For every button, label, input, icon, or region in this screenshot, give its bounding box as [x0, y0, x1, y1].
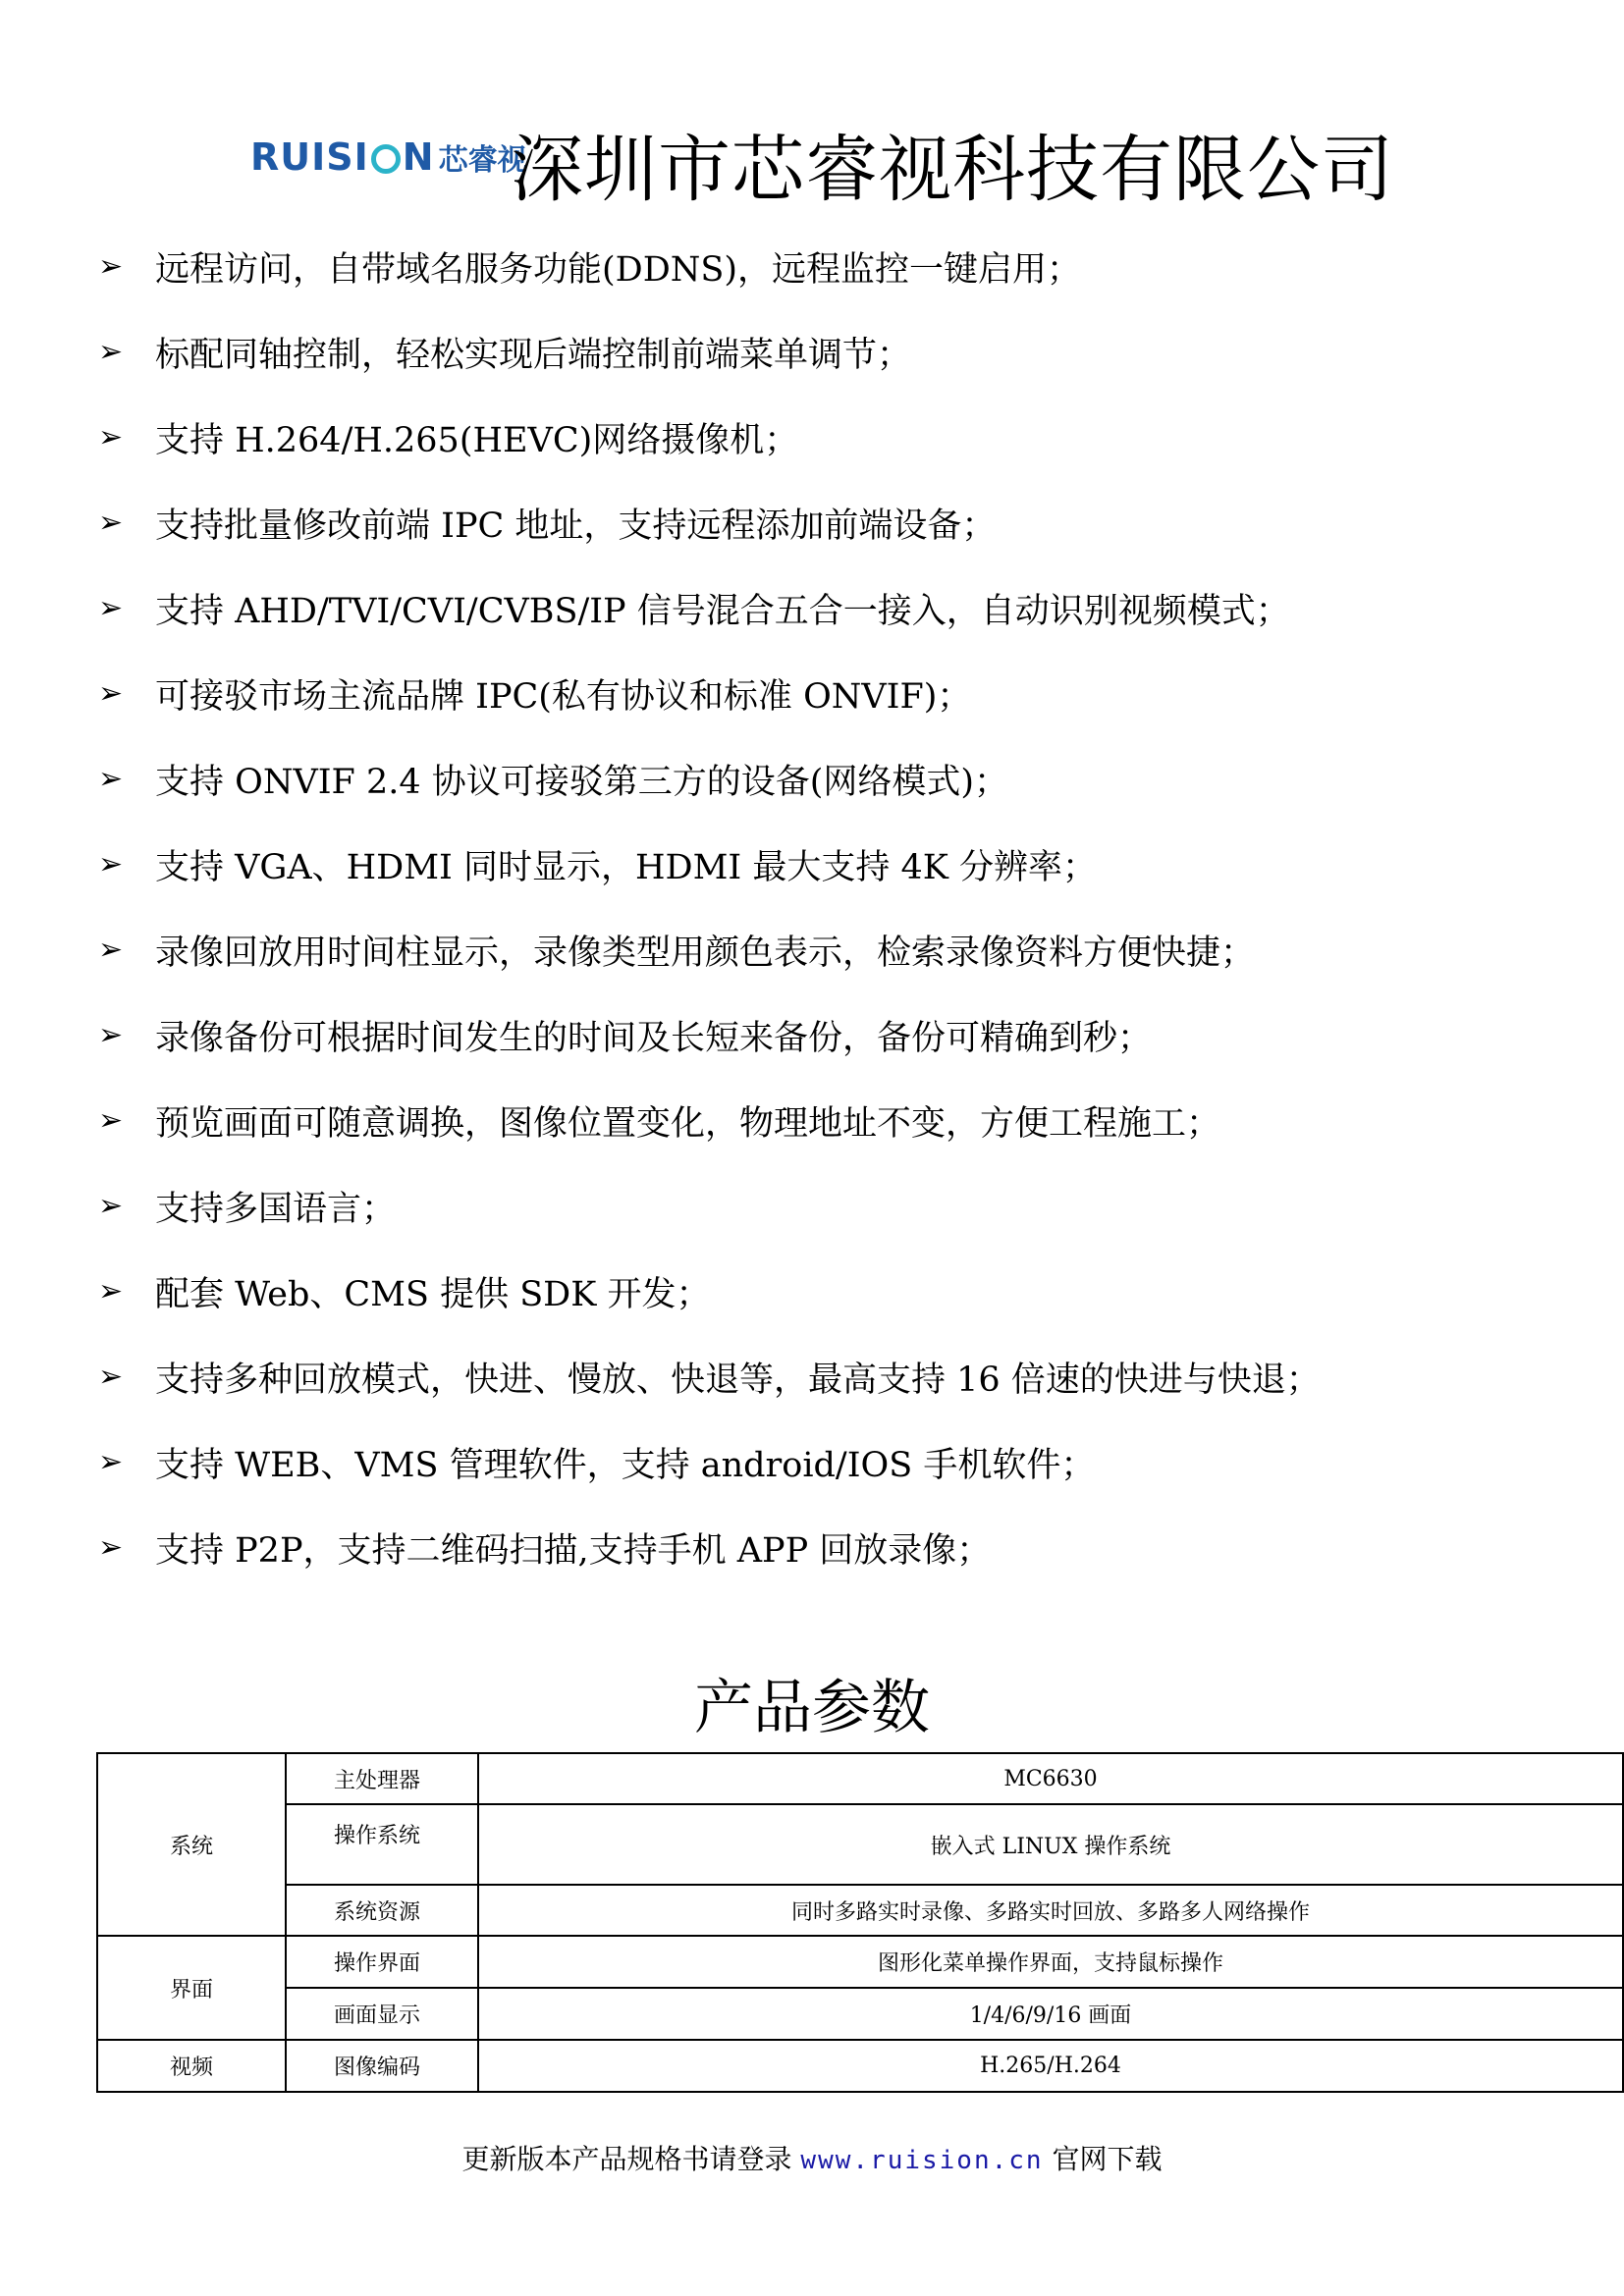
arrow-bullet-icon: ➢: [98, 1018, 124, 1052]
footer-note: [0, 2138, 1624, 2177]
feature-text: 支持 ONVIF 2.4 协议可接驳第三方的设备(网络模式)；: [155, 762, 1009, 802]
feature-text: 预览画面可随意调换，图像位置变化，物理地址不变，方便工程施工；: [155, 1103, 1221, 1144]
param-value: 嵌入式 LINUX 操作系统: [478, 1804, 1623, 1885]
logo-cn-text: 芯睿视: [438, 143, 527, 178]
param-item: 画面显示: [286, 1988, 478, 2040]
logo-text: RUISI: [250, 135, 369, 179]
param-value: H.265/H.264: [478, 2040, 1623, 2092]
param-item: 操作系统: [286, 1804, 478, 1885]
feature-item: [98, 1334, 1571, 1419]
table-row: [97, 1936, 1623, 1988]
footer-text-after: 官网下载: [1043, 2143, 1163, 2175]
arrow-bullet-icon: ➢: [98, 933, 124, 967]
header: [250, 116, 1394, 224]
table-row: [97, 1885, 1623, 1936]
feature-item: [98, 651, 1571, 736]
arrow-bullet-icon: ➢: [98, 762, 124, 796]
company-name: 深圳市芯睿视科技有限公司: [511, 128, 1394, 212]
feature-text: 支持 AHD/TVI/CVI/CVBS/IP 信号混合五合一接入，自动识别视频模式；: [155, 591, 1290, 631]
feature-item: [98, 1078, 1571, 1163]
website-link[interactable]: www.ruision.cn: [800, 2146, 1044, 2175]
feature-text: 标配同轴控制，轻松实现后端控制前端菜单调节；: [155, 335, 912, 375]
logo-ring-icon: [371, 144, 401, 174]
feature-item: [98, 1419, 1571, 1505]
param-value: 图形化菜单操作界面，支持鼠标操作: [478, 1936, 1623, 1988]
feature-item: [98, 907, 1571, 992]
param-item: 主处理器: [286, 1753, 478, 1804]
feature-list: [98, 224, 1571, 1590]
feature-item: [98, 1249, 1571, 1334]
feature-text: 远程访问，自带域名服务功能(DDNS)，远程监控一键启用；: [155, 249, 1082, 290]
feature-item: [98, 822, 1571, 907]
feature-text: 可接驳市场主流品牌 IPC(私有协议和标准 ONVIF)；: [155, 676, 972, 717]
table-row: [97, 1804, 1623, 1885]
arrow-bullet-icon: ➢: [98, 249, 124, 284]
params-title: 产品参数: [694, 1674, 930, 1742]
param-value: 同时多路实时录像、多路实时回放、多路多人网络操作: [478, 1885, 1623, 1936]
param-value: MC6630: [478, 1753, 1623, 1804]
param-item: 系统资源: [286, 1885, 478, 1936]
arrow-bullet-icon: ➢: [98, 1103, 124, 1138]
feature-text: 支持 VGA、HDMI 同时显示，HDMI 最大支持 4K 分辨率；: [155, 847, 1098, 887]
feature-item: [98, 565, 1571, 651]
table-row: [97, 2040, 1623, 2092]
arrow-bullet-icon: ➢: [98, 506, 124, 540]
feature-item: [98, 1163, 1571, 1249]
feature-item: [98, 1505, 1571, 1590]
param-item: 图像编码: [286, 2040, 478, 2092]
param-value: 1/4/6/9/16 画面: [478, 1988, 1623, 2040]
param-item: 操作界面: [286, 1936, 478, 1988]
logo-text-end: N: [402, 135, 435, 179]
group-system: 系统: [97, 1753, 286, 1936]
arrow-bullet-icon: ➢: [98, 420, 124, 454]
feature-text: 支持 P2P，支持二维码扫描,支持手机 APP 回放录像；: [155, 1530, 992, 1571]
params-table: [96, 1752, 1624, 2093]
feature-text: 支持 H.264/H.265(HEVC)网络摄像机；: [155, 420, 799, 460]
feature-item: [98, 395, 1571, 480]
feature-text: 录像备份可根据时间发生的时间及长短来备份，备份可精确到秒；: [155, 1018, 1153, 1058]
feature-item: [98, 736, 1571, 822]
feature-text: 支持多国语言；: [155, 1189, 397, 1229]
company-logo: [250, 135, 527, 179]
feature-text: 配套 Web、CMS 提供 SDK 开发；: [155, 1274, 711, 1314]
arrow-bullet-icon: ➢: [98, 1189, 124, 1223]
arrow-bullet-icon: ➢: [98, 847, 124, 881]
feature-text: 录像回放用时间柱显示，录像类型用颜色表示，检索录像资料方便快捷；: [155, 933, 1256, 973]
footer-text-before: 更新版本产品规格书请登录: [461, 2143, 801, 2175]
arrow-bullet-icon: ➢: [98, 676, 124, 711]
group-ui: 界面: [97, 1936, 286, 2040]
arrow-bullet-icon: ➢: [98, 1530, 124, 1565]
feature-item: [98, 309, 1571, 395]
feature-text: 支持批量修改前端 IPC 地址，支持远程添加前端设备；: [155, 506, 997, 546]
group-video: 视频: [97, 2040, 286, 2092]
arrow-bullet-icon: ➢: [98, 1274, 124, 1308]
arrow-bullet-icon: ➢: [98, 335, 124, 369]
arrow-bullet-icon: ➢: [98, 1360, 124, 1394]
arrow-bullet-icon: ➢: [98, 1445, 124, 1479]
feature-text: 支持 WEB、VMS 管理软件，支持 android/IOS 手机软件；: [155, 1445, 1096, 1485]
table-row: [97, 1753, 1623, 1804]
feature-text: 支持多种回放模式，快进、慢放、快退等，最高支持 16 倍速的快进与快退；: [155, 1360, 1321, 1400]
feature-item: [98, 224, 1571, 309]
table-row: [97, 1988, 1623, 2040]
feature-item: [98, 480, 1571, 565]
feature-item: [98, 992, 1571, 1078]
arrow-bullet-icon: ➢: [98, 591, 124, 625]
